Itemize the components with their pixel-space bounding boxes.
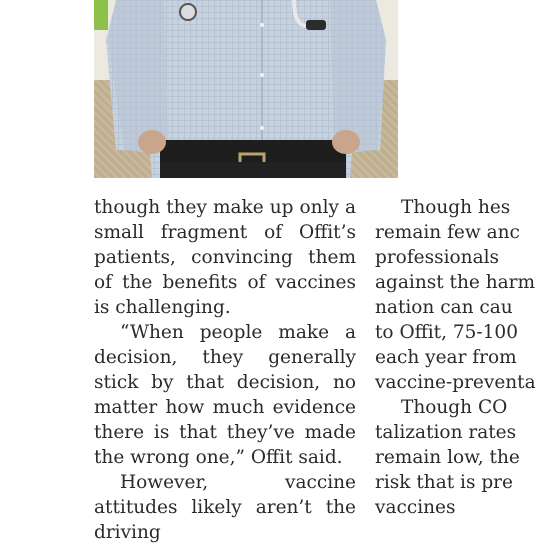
col2-line-12: risk that is pre — [375, 472, 513, 493]
col2-line-13: vaccines — [375, 497, 456, 518]
article-photo — [94, 0, 398, 178]
col2-line-1: Though hes — [401, 197, 511, 218]
article-column-1 — [94, 195, 356, 545]
col2-line-2: remain few anc — [375, 222, 520, 243]
col2-line-10: talization rates — [375, 422, 517, 443]
col2-line-8: vaccine-preventa — [375, 372, 536, 393]
col2-line-4: against the harm — [375, 272, 536, 293]
col2-line-7: each year from — [375, 347, 517, 368]
col2-line-6: to Offit, 75-100 — [375, 322, 518, 343]
paragraph-3: However, vaccine attitudes likely aren’t the driving — [94, 472, 356, 543]
col2-line-11: remain low, the — [375, 447, 520, 468]
col2-line-5: nation can cau — [375, 297, 513, 318]
paragraph-2: “When people make a decision, they generally stick by that decision, no matter how much evidence there is that they’ve made the wrong one,” Offit said. — [94, 322, 356, 468]
paragraph-1: though they make up only a small fragment of Offit’s patients, convincing them of the benefits of vaccines is challenging. — [94, 197, 356, 318]
article-column-2 — [375, 195, 536, 520]
col2-line-9: Though CO — [401, 397, 508, 418]
col2-line-3: professionals — [375, 247, 500, 268]
person-figure-icon — [94, 0, 398, 178]
